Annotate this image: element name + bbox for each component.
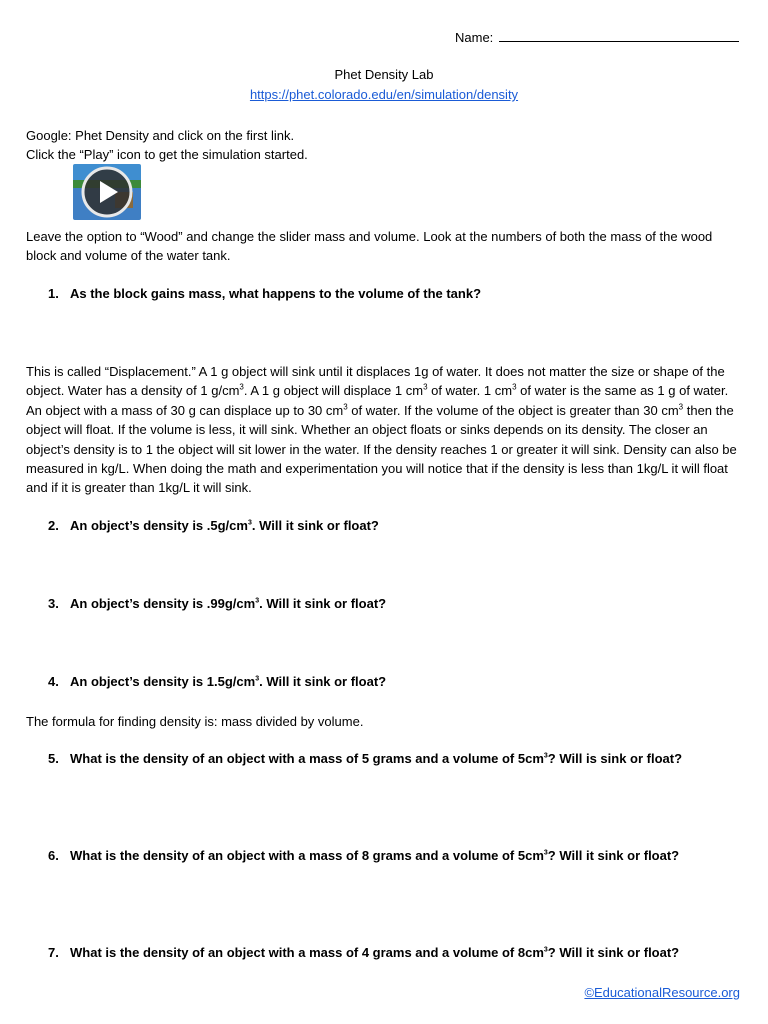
intro-line-1: Google: Phet Density and click on the first link. (26, 128, 295, 143)
play-icon[interactable] (73, 164, 141, 220)
displacement-text: then the object will float. If the volume is less, it will sink. Whether an object floats or sinks depends on its density. The closer an object’s density is to 1 the object will sit lower in the water. If the density reaches 1 or greater it will sink. Density can also be measured in kg/L. When doing the math and experimentation you will notice that if the density is less than 1kg/L it will float and if it is greater than 1kg/L it will sink. (26, 402, 737, 496)
question-text: An object’s density is .5g/cm (70, 518, 248, 533)
superscript: 3 (543, 752, 548, 760)
intro-text (26, 126, 308, 164)
question-number: 3. (48, 596, 59, 611)
question-6 (48, 848, 748, 863)
question-text: . Will it sink or float? (251, 518, 379, 533)
question-number: 7. (48, 945, 59, 960)
question-1 (48, 286, 748, 301)
superscript: 3 (512, 383, 517, 393)
name-field (455, 29, 739, 45)
question-4 (48, 674, 748, 689)
question-3 (48, 596, 748, 611)
displacement-paragraph (26, 362, 740, 498)
displacement-text: This is called “Displacement.” A 1 g object will sink until it displaces 1g of water. It does not matter the size or shape of the object. Water has a density of 1 g/cm (26, 364, 725, 399)
footer (584, 985, 740, 1000)
name-blank-line[interactable] (499, 29, 739, 42)
formula-text: The formula for finding density is: mass divided by volume. (26, 714, 364, 729)
question-text: ? Will is sink or float? (547, 751, 683, 766)
question-text: . Will it sink or float? (259, 596, 387, 611)
superscript: 3 (543, 849, 548, 857)
question-text: ? Will it sink or float? (547, 945, 680, 960)
question-2 (48, 518, 748, 533)
name-label: Name: (455, 30, 494, 45)
question-text: What is the density of an object with a mass of 4 grams and a volume of 8cm (70, 945, 544, 960)
simulation-link-container (0, 87, 768, 102)
question-number: 5. (48, 751, 59, 766)
instructions-paragraph: Leave the option to “Wood” and change the slider mass and volume. Look at the numbers of both the mass of the wood block and volume of the water tank. (26, 229, 713, 264)
question-text: ? Will it sink or float? (547, 848, 680, 863)
displacement-text: . A 1 g object will displace 1 cm (243, 383, 424, 399)
superscript: 3 (255, 675, 260, 683)
superscript: 3 (239, 383, 244, 393)
question-text: . Will it sink or float? (259, 674, 387, 689)
superscript: 3 (343, 402, 348, 412)
displacement-text: of water is the same as 1 g of water. An object with a mass of 30 g can displace up to 30 cm (26, 383, 729, 418)
question-text: What is the density of an object with a mass of 5 grams and a volume of 5cm (70, 751, 544, 766)
displacement-text: of water. 1 cm (427, 383, 513, 399)
footer-link[interactable]: ©EducationalResource.org (584, 985, 740, 1000)
superscript: 3 (543, 946, 548, 954)
superscript: 3 (678, 402, 684, 412)
displacement-text: of water. If the volume of the object is greater than 30 cm (347, 402, 679, 418)
question-text: As the block gains mass, what happens to the volume of the tank? (70, 286, 482, 301)
page-title: Phet Density Lab (334, 67, 434, 82)
simulation-link[interactable]: https://phet.colorado.edu/en/simulation/density (249, 87, 519, 102)
question-text: What is the density of an object with a mass of 8 grams and a volume of 5cm (70, 848, 544, 863)
question-text: An object’s density is 1.5g/cm (70, 674, 256, 689)
question-number: 4. (48, 674, 59, 689)
superscript: 3 (423, 383, 428, 393)
question-number: 6. (48, 848, 59, 863)
superscript: 3 (255, 597, 260, 605)
question-text: An object’s density is .99g/cm (70, 596, 256, 611)
question-number: 1. (48, 286, 59, 301)
intro-line-2: Click the “Play” icon to get the simulation started. (26, 147, 308, 162)
question-number: 2. (48, 518, 59, 533)
question-7 (48, 945, 748, 960)
question-5 (48, 751, 748, 766)
superscript: 3 (247, 519, 252, 527)
